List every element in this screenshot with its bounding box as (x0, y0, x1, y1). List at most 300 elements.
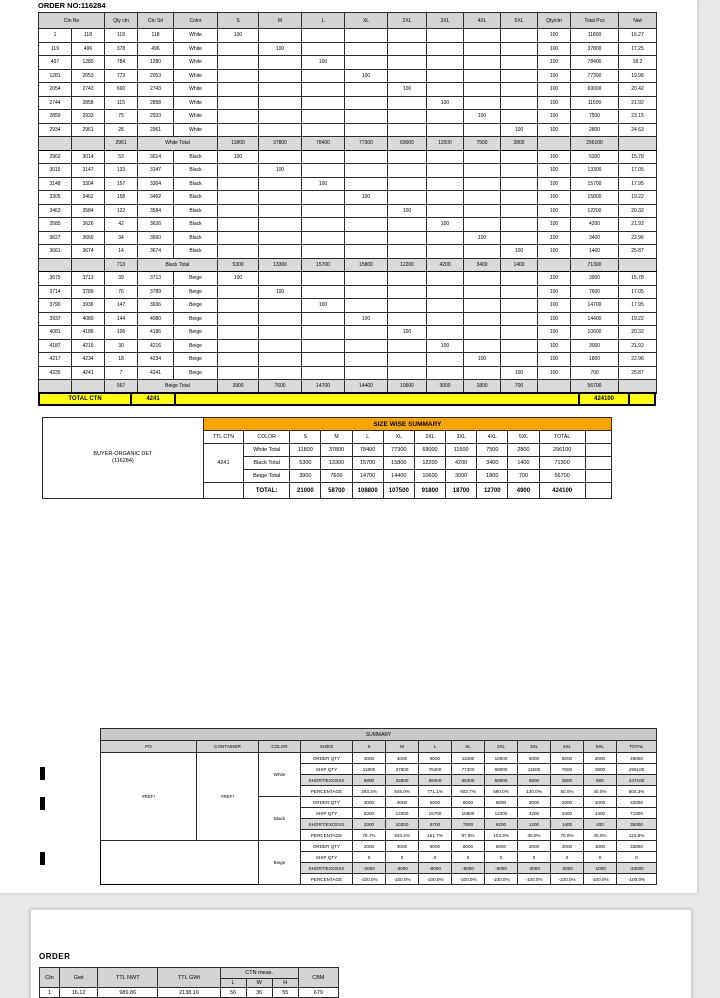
ctn-from: 1281 (39, 69, 72, 83)
summary-value: 6000 (485, 841, 518, 852)
size-qty (302, 204, 345, 218)
size-qty (302, 110, 345, 124)
order-value: 36 (246, 988, 272, 998)
ctn-srl: 496 (138, 42, 174, 56)
summary-value: 40.0% (518, 830, 551, 841)
nwt: 15.78 (619, 150, 657, 164)
nwt: 25.87 (619, 245, 657, 259)
table-row (39, 353, 657, 367)
color-name: Beige (174, 272, 218, 286)
size-qty (501, 204, 538, 218)
summary-value: 343.3% (386, 830, 419, 841)
size-qty (464, 245, 501, 259)
size-qty (501, 56, 538, 70)
color-name: White (174, 96, 218, 110)
size-qty (259, 272, 302, 286)
summary-value: -3000 (518, 863, 551, 874)
size-qty (501, 29, 538, 43)
table-cell (72, 137, 105, 151)
order-title: ORDER (39, 952, 71, 961)
row-label: SHIP QTY (301, 852, 353, 863)
row-label: ORDER QTY (301, 797, 353, 808)
color-total-value: 7500 (477, 444, 508, 457)
table-row (39, 339, 657, 353)
size-qty: 100 (259, 42, 302, 56)
table-cell (72, 380, 105, 394)
summary-value: 76.7% (353, 830, 386, 841)
table-row (101, 741, 657, 753)
summary-title: SUMMARY (101, 729, 657, 741)
ctn-to: 1280 (72, 56, 105, 70)
ctn-to: 2961 (72, 123, 105, 137)
summary-value: 11500 (518, 764, 551, 775)
size-qty (427, 123, 464, 137)
summary-value: -100.0% (551, 874, 584, 885)
size-qty (501, 177, 538, 191)
packing-list-table (38, 12, 657, 394)
color-total-value: 13300 (321, 457, 352, 470)
po-value: #REF! (101, 753, 197, 841)
col-header-size: M (321, 431, 352, 444)
color-total-label: Black Total (244, 457, 290, 470)
table-cell (39, 137, 72, 151)
summary-value: 8800 (353, 775, 386, 786)
table-row (101, 729, 657, 741)
col-header-qty-per-ctn: Qty/ctn (538, 13, 571, 29)
ctn-from: 3661 (39, 245, 72, 259)
size-qty (302, 339, 345, 353)
size-qty (388, 272, 427, 286)
group-total-size: 12200 (388, 258, 427, 272)
size-qty (345, 285, 388, 299)
summary-value: 3000 (386, 841, 419, 852)
summary-value: 11800 (353, 764, 386, 775)
size-qty (464, 150, 501, 164)
row-label: ORDER QTY (301, 753, 353, 764)
size-qty (259, 326, 302, 340)
size-qty: 100 (218, 29, 259, 43)
ctn-from: 3937 (39, 312, 72, 326)
size-qty (345, 339, 388, 353)
group-total-label: White Total (138, 137, 218, 151)
ctn-srl: 2053 (138, 69, 174, 83)
group-total-size: 15800 (345, 258, 388, 272)
size-qty (259, 204, 302, 218)
size-qty (218, 164, 259, 178)
qty-per-ctn: 100 (538, 299, 571, 313)
total-pcs: 7600 (571, 285, 619, 299)
nwt: 20.42 (619, 83, 657, 97)
size-qty (464, 204, 501, 218)
col-header-dimension: L (220, 979, 246, 988)
col-header-po: PO (101, 741, 197, 753)
ctn-from: 3627 (39, 231, 72, 245)
row-label: SHIP QTY (301, 808, 353, 819)
summary-value: -100.0% (353, 874, 386, 885)
color-total-value: 700 (508, 470, 539, 483)
color-total-value: 296100 (539, 444, 585, 457)
size-qty (501, 83, 538, 97)
size-qty (388, 312, 427, 326)
color-name: White (174, 42, 218, 56)
color-name: White (174, 29, 218, 43)
color-total-value: 1400 (508, 457, 539, 470)
summary-value: 39300 (617, 819, 657, 830)
col-header-size: 3XL (446, 431, 477, 444)
qty-per-ctn: 100 (538, 69, 571, 83)
ctn-from: 3790 (39, 299, 72, 313)
nwt: 16.27 (619, 29, 657, 43)
table-row (101, 753, 657, 764)
col-header-size: XL (345, 13, 388, 29)
color-total-value: 3000 (446, 470, 477, 483)
size-qty: 100 (427, 218, 464, 232)
ctn-srl: 3014 (138, 150, 174, 164)
size-qty (259, 96, 302, 110)
nwt: 24.63 (619, 123, 657, 137)
ctn-qty: 106 (105, 326, 138, 340)
size-qty (427, 366, 464, 380)
size-qty (345, 150, 388, 164)
table-row (39, 191, 657, 205)
summary-value: 3000 (386, 797, 419, 808)
col-header-ctn-srl: Ctn Srl (138, 13, 174, 29)
row-label: SHIP QTY (301, 764, 353, 775)
summary-value: 3000 (518, 841, 551, 852)
total-ctn-spacer (176, 394, 580, 404)
summary-value: 590.0% (485, 786, 518, 797)
size-qty: 100 (501, 245, 538, 259)
size-qty (345, 123, 388, 137)
summary-value: -6000 (485, 863, 518, 874)
group-total-size: 69000 (388, 137, 427, 151)
summary-value: 293.3% (353, 786, 386, 797)
size-qty (388, 339, 427, 353)
group-total-size: 7600 (259, 380, 302, 394)
col-header-size: 2XL (485, 741, 518, 753)
summary-value: 1000 (584, 797, 617, 808)
ctn-srl: 4241 (138, 366, 174, 380)
table-cell (39, 380, 72, 394)
size-qty (464, 339, 501, 353)
ctn-from: 2744 (39, 96, 72, 110)
total-pcs: 69000 (571, 83, 619, 97)
size-qty: 100 (218, 150, 259, 164)
summary-value: 2800 (584, 764, 617, 775)
table-row (39, 110, 657, 124)
summary-value: 0 (551, 852, 584, 863)
group-total-size: 10600 (388, 380, 427, 394)
size-qty (427, 312, 464, 326)
summary-value: 69400 (419, 775, 452, 786)
ctn-srl: 118 (138, 29, 174, 43)
ctn-to: 3014 (72, 150, 105, 164)
size-qty (501, 285, 538, 299)
size-qty (464, 191, 501, 205)
group-total-label: Black Total (138, 258, 218, 272)
ctn-to: 4216 (72, 339, 105, 353)
row-label: SHORT/EXCESS (301, 819, 353, 830)
group-total-pcs: 56700 (571, 380, 619, 394)
col-header-size: 2XL (414, 431, 445, 444)
group-total-ctns: 713 (105, 258, 138, 272)
ctn-from: 3585 (39, 218, 72, 232)
ctn-srl: 3789 (138, 285, 174, 299)
order-value: 1 (40, 988, 60, 998)
size-qty (218, 96, 259, 110)
size-qty (464, 69, 501, 83)
summary-value: 77300 (452, 764, 485, 775)
size-qty (218, 69, 259, 83)
qty-per-ctn: 100 (538, 83, 571, 97)
ctn-from: 3714 (39, 285, 72, 299)
ctn-qty: 18 (105, 353, 138, 367)
size-qty (501, 42, 538, 56)
col-header-size: 5XL (584, 741, 617, 753)
color-name: White (174, 83, 218, 97)
grand-total-value: 21000 (290, 483, 321, 499)
ctn-to: 4241 (72, 366, 105, 380)
color-name: Beige (174, 339, 218, 353)
size-qty: 100 (345, 191, 388, 205)
col-header-total: TOTAL (539, 431, 585, 444)
color-total-value: 11800 (290, 444, 321, 457)
ctn-to: 3626 (72, 218, 105, 232)
col-header-color: COLOR (259, 741, 301, 753)
ctn-qty: 76 (105, 285, 138, 299)
size-qty (464, 123, 501, 137)
summary-value: 50.0% (551, 786, 584, 797)
size-qty (218, 366, 259, 380)
summary-value: 1400 (551, 819, 584, 830)
ctn-to: 4080 (72, 312, 105, 326)
table-row (39, 218, 657, 232)
order-value: 55 (272, 988, 298, 998)
size-qty: 100 (427, 96, 464, 110)
ctn-to: 3713 (72, 272, 105, 286)
qty-per-ctn: 100 (538, 285, 571, 299)
total-pcs: 14700 (571, 299, 619, 313)
size-qty (464, 366, 501, 380)
col-header-size: 4XL (477, 431, 508, 444)
size-qty (427, 326, 464, 340)
size-qty (259, 177, 302, 191)
size-qty (345, 218, 388, 232)
summary-value: -100.0% (419, 874, 452, 885)
col-header-color: COLOR (244, 431, 290, 444)
ctn-qty: 34 (105, 231, 138, 245)
summary-value: 10000 (485, 753, 518, 764)
size-wise-summary-table (42, 417, 612, 499)
size-qty (427, 83, 464, 97)
size-qty (427, 29, 464, 43)
group-total-size: 13300 (259, 258, 302, 272)
ctn-srl: 3674 (138, 245, 174, 259)
size-qty (218, 110, 259, 124)
color-total-value: 14400 (383, 470, 414, 483)
summary-value: 33000 (617, 841, 657, 852)
summary-value: 771.1% (419, 786, 452, 797)
table-row (39, 312, 657, 326)
ctn-srl: 3584 (138, 204, 174, 218)
size-qty (388, 353, 427, 367)
qty-per-ctn: 100 (538, 204, 571, 218)
ctn-from: 119 (39, 42, 72, 56)
qty-per-ctn: 100 (538, 272, 571, 286)
summary-value: 2000 (551, 841, 584, 852)
summary-value: 78400 (419, 764, 452, 775)
col-header-ctn-no: Ctn No (39, 13, 105, 29)
row-label: SHORT/EXCESS (301, 775, 353, 786)
size-qty (427, 299, 464, 313)
table-row (39, 150, 657, 164)
grand-total-value: 58700 (321, 483, 352, 499)
size-qty (345, 326, 388, 340)
summary-value: 6000 (419, 797, 452, 808)
total-pcs: 3000 (571, 339, 619, 353)
size-qty (345, 245, 388, 259)
summary-value: 845.0% (386, 786, 419, 797)
size-qty (302, 285, 345, 299)
table-cell (39, 258, 72, 272)
size-qty (501, 326, 538, 340)
grand-total-value: 18700 (446, 483, 477, 499)
size-qty (345, 353, 388, 367)
summary-value: 296100 (617, 764, 657, 775)
ctn-srl: 4186 (138, 326, 174, 340)
summary-value: 0 (617, 852, 657, 863)
color-total-value: 37800 (321, 444, 352, 457)
summary-value: 2000 (353, 841, 386, 852)
size-qty (345, 164, 388, 178)
ctn-to: 3147 (72, 164, 105, 178)
summary-value: -100.0% (518, 874, 551, 885)
summary-value: -100.0% (485, 874, 518, 885)
ctn-from: 3148 (39, 177, 72, 191)
size-qty (388, 42, 427, 56)
group-total-size: 77300 (345, 137, 388, 151)
col-header-size: 5XL (501, 13, 538, 29)
qty-per-ctn: 100 (538, 42, 571, 56)
group-total-size: 3000 (427, 380, 464, 394)
ctn-qty: 7 (105, 366, 138, 380)
size-qty (464, 42, 501, 56)
page-2 (30, 909, 692, 998)
color-name: Beige (259, 841, 301, 885)
table-cell (101, 841, 197, 885)
color-total-label: Beige Total (244, 470, 290, 483)
size-qty (218, 245, 259, 259)
ctn-to: 2858 (72, 96, 105, 110)
ctn-qty: 53 (105, 150, 138, 164)
size-qty (218, 299, 259, 313)
table-row (39, 13, 657, 29)
size-qty (259, 191, 302, 205)
total-pcs: 4200 (571, 218, 619, 232)
size-qty (427, 353, 464, 367)
ctn-srl: 4216 (138, 339, 174, 353)
size-qty (218, 204, 259, 218)
total-pcs: 15700 (571, 177, 619, 191)
table-cell (72, 258, 105, 272)
summary-value: 66300 (452, 775, 485, 786)
summary-value: 13300 (386, 808, 419, 819)
ctn-qty: 157 (105, 177, 138, 191)
size-qty (501, 69, 538, 83)
table-cell (619, 137, 657, 151)
size-qty (259, 312, 302, 326)
table-row (39, 272, 657, 286)
summary-value: 2000 (551, 797, 584, 808)
ctn-from: 3463 (39, 204, 72, 218)
table-row (39, 204, 657, 218)
group-total-label: Beige Total (138, 380, 218, 394)
color-name: Black (174, 218, 218, 232)
size-qty (218, 42, 259, 56)
nwt: 17.95 (619, 299, 657, 313)
size-qty (345, 231, 388, 245)
summary-value: 11000 (452, 753, 485, 764)
size-qty (218, 285, 259, 299)
ctn-to: 4186 (72, 326, 105, 340)
ctn-srl: 3147 (138, 164, 174, 178)
col-header-size: L (419, 741, 452, 753)
page-break-tick (40, 797, 45, 810)
nwt: 21.92 (619, 218, 657, 232)
order-value: 56 (220, 988, 246, 998)
col-header-container: CONTAINER (197, 741, 259, 753)
summary-value: 6000 (485, 797, 518, 808)
nwt: 15.78 (619, 272, 657, 286)
total-pcs: 1800 (571, 353, 619, 367)
grand-total-value: 108800 (352, 483, 383, 499)
size-qty (501, 353, 538, 367)
summary-value: 10300 (386, 819, 419, 830)
color-name: White (174, 69, 218, 83)
summary-value: 7800 (452, 819, 485, 830)
color-name: Beige (174, 312, 218, 326)
table-row (39, 96, 657, 110)
size-qty (388, 218, 427, 232)
size-qty (345, 56, 388, 70)
order-value: 2138.16 (158, 988, 220, 998)
grand-total-label: TOTAL: (244, 483, 290, 499)
nwt: 25.87 (619, 366, 657, 380)
size-qty (218, 353, 259, 367)
ctn-qty: 118 (105, 29, 138, 43)
summary-value: 103.3% (485, 830, 518, 841)
qty-per-ctn: 100 (538, 29, 571, 43)
summary-value: -1000 (584, 863, 617, 874)
qty-per-ctn: 100 (538, 123, 571, 137)
table-row (39, 299, 657, 313)
summary-value: 0 (353, 852, 386, 863)
color-name: Beige (174, 353, 218, 367)
color-total-label: White Total (244, 444, 290, 457)
color-total-value: 69000 (414, 444, 445, 457)
size-qty (259, 339, 302, 353)
ctn-qty: 115 (105, 96, 138, 110)
ctn-srl: 3713 (138, 272, 174, 286)
nwt: 22.96 (619, 231, 657, 245)
nwt: 21.92 (619, 96, 657, 110)
table-row (39, 245, 657, 259)
size-qty (302, 164, 345, 178)
size-qty (302, 218, 345, 232)
summary-value: 9000 (419, 753, 452, 764)
qty-per-ctn: 100 (538, 326, 571, 340)
size-qty (501, 150, 538, 164)
